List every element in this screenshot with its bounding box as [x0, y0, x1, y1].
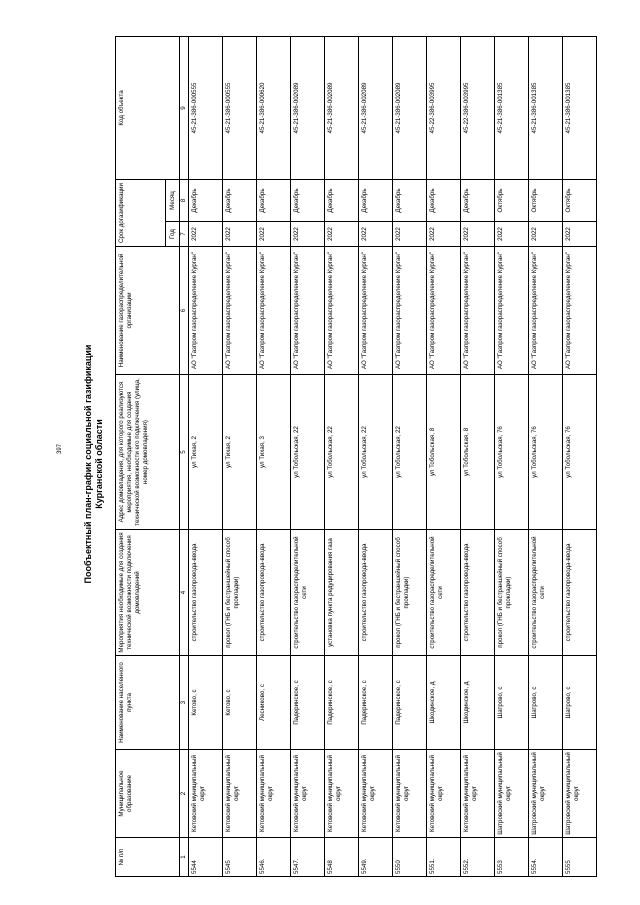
- month-cell: Декабрь: [291, 180, 325, 222]
- object-code-cell: 45-21-386-002089: [325, 37, 359, 180]
- settlement-cell: Шкодинское, д: [427, 656, 461, 750]
- organization-cell: АО "Газпром газораспределение Курган": [223, 247, 257, 375]
- settlement-cell: Падеринское, с: [359, 656, 393, 750]
- month-cell: Декабрь: [427, 180, 461, 222]
- header-address: Адрес домовладения, для которого реализуются мероприятия, необходимые для создания технической возможности его подключения (улица, номер домовладения): [116, 375, 180, 530]
- month-cell: Октябрь: [563, 180, 597, 222]
- address-cell: ул Тихая, 2: [223, 375, 257, 530]
- column-number: 6: [180, 247, 189, 375]
- column-number: 1: [180, 838, 189, 877]
- month-cell: Октябрь: [495, 180, 529, 222]
- table-row: [291, 37, 325, 877]
- row-number: 5546.: [257, 838, 291, 877]
- month-cell: Декабрь: [359, 180, 393, 222]
- column-number-row: [180, 37, 189, 877]
- table-row: [393, 37, 427, 877]
- address-cell: ул Тобольская, 8: [461, 375, 495, 530]
- column-number: 3: [180, 656, 189, 750]
- column-number: 2: [180, 750, 189, 838]
- row-number: 5545: [223, 838, 257, 877]
- organization-cell: АО "Газпром газораспределение Курган": [495, 247, 529, 375]
- year-cell: 2022: [495, 222, 529, 247]
- year-cell: 2022: [393, 222, 427, 247]
- year-cell: 2022: [189, 222, 223, 247]
- object-code-cell: 45-21-386-000620: [257, 37, 291, 180]
- document-title: [83, 254, 105, 674]
- rotated-table-container: [115, 37, 593, 877]
- municipality-cell: Кетовский муниципальный округ: [359, 750, 393, 838]
- row-number: 5547.: [291, 838, 325, 877]
- year-cell: 2022: [529, 222, 563, 247]
- header-municipality: Муниципальное образование: [116, 750, 180, 838]
- measure-cell: строительство газораспределительной сети: [427, 530, 461, 656]
- municipality-cell: Кетовский муниципальный округ: [291, 750, 325, 838]
- year-cell: 2022: [223, 222, 257, 247]
- municipality-cell: Кетовский муниципальный округ: [223, 750, 257, 838]
- month-cell: Декабрь: [461, 180, 495, 222]
- table-row: [223, 37, 257, 877]
- object-code-cell: 45-21-386-000555: [189, 37, 223, 180]
- measure-cell: прокол (ГНБ и бестраншейный способ прокладки): [393, 530, 427, 656]
- measure-cell: строительство газопровода-ввода: [461, 530, 495, 656]
- address-cell: ул Тобольская, 76: [495, 375, 529, 530]
- header-measures: Мероприятия необходимые для создания технической возможности подключения домовладений: [116, 530, 180, 656]
- row-number: 5548: [325, 838, 359, 877]
- address-cell: ул Тихая, 3: [257, 375, 291, 530]
- row-number: 5552.: [461, 838, 495, 877]
- measure-cell: строительство газопровода-ввода: [563, 530, 597, 656]
- settlement-cell: Падеринское, с: [325, 656, 359, 750]
- row-number: 5554.: [529, 838, 563, 877]
- organization-cell: АО "Газпром газораспределение Курган": [461, 247, 495, 375]
- column-number: 9: [180, 37, 189, 180]
- address-cell: ул Тихая, 2: [189, 375, 223, 530]
- header-organization: Наименование газораспределительной организации: [116, 247, 180, 375]
- municipality-cell: Кетовский муниципальный округ: [257, 750, 291, 838]
- measure-cell: строительство газопровода-ввода: [257, 530, 291, 656]
- address-cell: ул Тобольская, 76: [563, 375, 597, 530]
- year-cell: 2022: [291, 222, 325, 247]
- table-row: [257, 37, 291, 877]
- municipality-cell: Шатровский муниципальный округ: [495, 750, 529, 838]
- organization-cell: АО "Газпром газораспределение Курган": [291, 247, 325, 375]
- address-cell: ул Тобольская, 22: [393, 375, 427, 530]
- row-number: 5551.: [427, 838, 461, 877]
- municipality-cell: Шатровский муниципальный округ: [563, 750, 597, 838]
- table-row: [325, 37, 359, 877]
- table-row: [563, 37, 597, 877]
- column-number: 4: [180, 530, 189, 656]
- organization-cell: АО "Газпром газораспределение Курган": [359, 247, 393, 375]
- organization-cell: АО "Газпром газораспределение Курган": [529, 247, 563, 375]
- settlement-cell: Кетово, с: [189, 656, 223, 750]
- table-row: [427, 37, 461, 877]
- month-cell: Декабрь: [223, 180, 257, 222]
- object-code-cell: 45-21-386-000555: [223, 37, 257, 180]
- header-month: Месяц: [166, 180, 180, 222]
- table-row: [495, 37, 529, 877]
- object-code-cell: 45-21-386-001385: [563, 37, 597, 180]
- municipality-cell: Кетовский муниципальный округ: [393, 750, 427, 838]
- object-code-cell: 45-21-386-002089: [359, 37, 393, 180]
- header-term: Срок догазификации: [116, 180, 166, 247]
- municipality-cell: Кетовский муниципальный округ: [461, 750, 495, 838]
- settlement-cell: Лесниково, с: [257, 656, 291, 750]
- year-cell: 2022: [461, 222, 495, 247]
- page-number: 397: [57, 443, 64, 455]
- table-row: [461, 37, 495, 877]
- address-cell: ул Тобольская, 22: [291, 375, 325, 530]
- organization-cell: АО "Газпром газораспределение Курган": [257, 247, 291, 375]
- row-number: 5549.: [359, 838, 393, 877]
- year-cell: 2022: [427, 222, 461, 247]
- column-number: 7: [180, 222, 189, 247]
- settlement-cell: Шкодинское, д: [461, 656, 495, 750]
- month-cell: Декабрь: [257, 180, 291, 222]
- gasification-table: [115, 36, 597, 877]
- year-cell: 2022: [325, 222, 359, 247]
- header-year: Год: [166, 222, 180, 247]
- organization-cell: АО "Газпром газораспределение Курган": [563, 247, 597, 375]
- measure-cell: прокол (ГНБ и бестраншейный способ прокладки): [495, 530, 529, 656]
- table-row: [189, 37, 223, 877]
- title-line-1: Пообъектный план-график социальной газификации: [83, 344, 93, 584]
- column-number: 5: [180, 375, 189, 530]
- address-cell: ул Тобольская, 8: [427, 375, 461, 530]
- header-code: Код объекта: [116, 37, 180, 180]
- object-code-cell: 45-21-386-001385: [529, 37, 563, 180]
- settlement-cell: Падеринское, с: [393, 656, 427, 750]
- municipality-cell: Кетовский муниципальный округ: [325, 750, 359, 838]
- title-line-2: Курганской области: [94, 419, 104, 509]
- address-cell: ул Тобольская, 22: [325, 375, 359, 530]
- object-code-cell: 45-22-386-003995: [427, 37, 461, 180]
- row-number: 5550: [393, 838, 427, 877]
- measure-cell: строительство газопровода-ввода: [359, 530, 393, 656]
- organization-cell: АО "Газпром газораспределение Курган": [325, 247, 359, 375]
- settlement-cell: Шатрово, с: [563, 656, 597, 750]
- row-number: 5553: [495, 838, 529, 877]
- month-cell: Декабрь: [189, 180, 223, 222]
- measure-cell: строительство газораспределительной сети: [529, 530, 563, 656]
- row-number: 5544: [189, 838, 223, 877]
- month-cell: Октябрь: [529, 180, 563, 222]
- settlement-cell: Шатрово, с: [495, 656, 529, 750]
- organization-cell: АО "Газпром газораспределение Курган": [189, 247, 223, 375]
- row-number: 5555: [563, 838, 597, 877]
- address-cell: ул Тобольская, 76: [529, 375, 563, 530]
- measure-cell: строительство газопровода-ввода: [189, 530, 223, 656]
- measure-cell: строительство газораспределительной сети: [291, 530, 325, 656]
- settlement-cell: Кетово, с: [223, 656, 257, 750]
- object-code-cell: 45-21-386-002089: [393, 37, 427, 180]
- measure-cell: прокол (ГНБ и бестраншейный способ прокладки): [223, 530, 257, 656]
- object-code-cell: 45-21-386-002089: [291, 37, 325, 180]
- year-cell: 2022: [359, 222, 393, 247]
- organization-cell: АО "Газпром газораспределение Курган": [427, 247, 461, 375]
- object-code-cell: 45-21-386-001385: [495, 37, 529, 180]
- year-cell: 2022: [563, 222, 597, 247]
- address-cell: ул Тобольская, 22: [359, 375, 393, 530]
- organization-cell: АО "Газпром газораспределение Курган": [393, 247, 427, 375]
- header-num: № п/п: [116, 838, 180, 877]
- municipality-cell: Шатровский муниципальный округ: [529, 750, 563, 838]
- table-row: [529, 37, 563, 877]
- municipality-cell: Кетовский муниципальный округ: [189, 750, 223, 838]
- year-cell: 2022: [257, 222, 291, 247]
- month-cell: Декабрь: [325, 180, 359, 222]
- table-row: [359, 37, 393, 877]
- header-settlement: Наименование населенного пункта: [116, 656, 180, 750]
- measure-cell: установка пункта редуцирования газа: [325, 530, 359, 656]
- settlement-cell: Шатрово, с: [529, 656, 563, 750]
- municipality-cell: Кетовский муниципальный округ: [427, 750, 461, 838]
- column-number: 8: [180, 180, 189, 222]
- object-code-cell: 45-22-386-003995: [461, 37, 495, 180]
- settlement-cell: Падеринское, с: [291, 656, 325, 750]
- month-cell: Декабрь: [393, 180, 427, 222]
